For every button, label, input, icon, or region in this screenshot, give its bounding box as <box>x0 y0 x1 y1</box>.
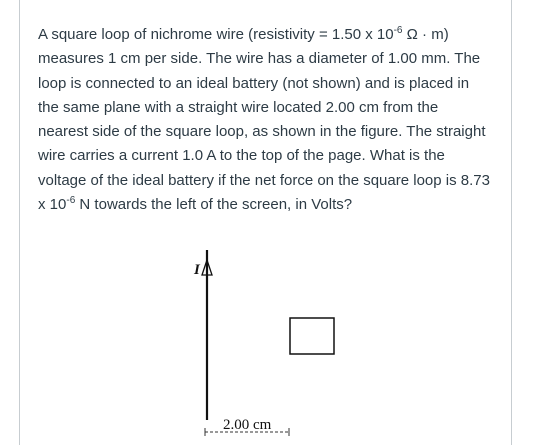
wire-loop-figure <box>185 248 305 445</box>
force-exponent: -6 <box>66 195 76 207</box>
question-text-part-2: Ω · m) measures 1 cm per side. The wire has a diameter of 1.00 mm. The loop is connected to an ideal battery (not shown) and is placed in the same plane with a straight wire located 2.00 cm from the nearest side of the square loop, as shown in the figure. The straight wire carries a current 1.0 A to the top of the page. What is the voltage of the ideal battery if the net force on the square loop is 8.73 x 10 <box>38 26 490 214</box>
question-text-part-1: A square loop of nichrome wire (resistivity = 1.50 x 10 <box>38 26 394 43</box>
distance-label: 2.00 cm <box>223 417 272 433</box>
current-label: I <box>194 262 200 278</box>
question-text-part-3: N towards the left of the screen, in Volts? <box>75 196 353 214</box>
wire-loop-diagram <box>185 248 305 445</box>
resistivity-exponent: -6 <box>393 25 403 36</box>
question-text <box>38 23 490 217</box>
